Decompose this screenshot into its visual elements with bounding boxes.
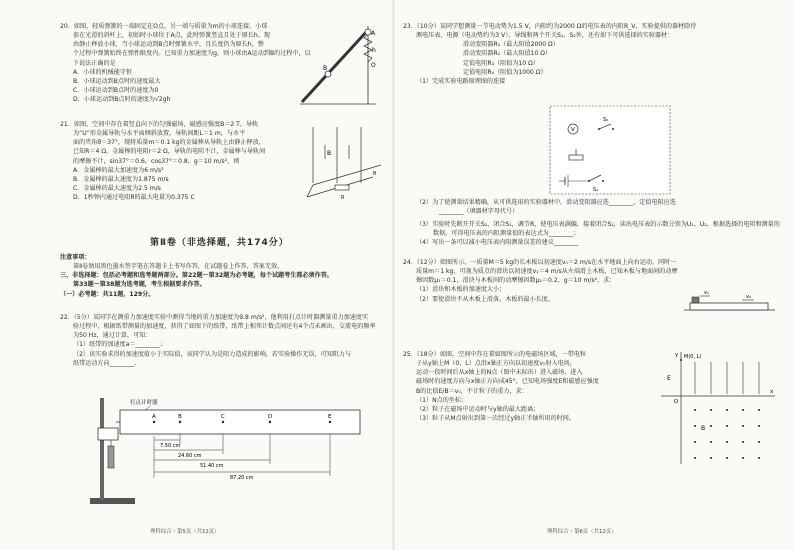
q23-sub3-line: （3）实验时先断开开关S₂，闭合S₁，调节R，使电压表满偏，接着闭合S₂，读出电压表的示数分别为U₁、U₂，根据选择的电阻和测量的	[416, 221, 780, 228]
q23-equipment: 滑动变阻器R₂（最大阻值10 Ω）	[463, 50, 552, 58]
page-footer-right: 理科综合・第6页（共12页）	[547, 529, 617, 535]
q23-circuit-figure	[549, 105, 671, 195]
svg-text:B: B	[327, 150, 332, 157]
tape-point-label: C	[221, 414, 225, 420]
v0-label: v₀	[746, 294, 751, 300]
field-b-label: B	[701, 425, 706, 432]
q24-line: 质量m＝1 kg，可视为质点的滑块以初速度v₁＝4 m/s从左端滑上木板，已知木板与地面间的动摩	[416, 268, 678, 276]
q25-line: 运动一段时间后从x轴上的N点（图中未标出）进入磁场，进入	[416, 369, 583, 377]
q22-line: （1）纸带的加速度a＝________；	[73, 341, 166, 349]
q24-line: （2）要使滑块不从木板上滑落，木板的最小长度。	[416, 295, 554, 303]
q21-figure	[305, 123, 387, 208]
q22-figure	[80, 388, 365, 508]
section-title: 第Ⅱ卷（非选择题，共174分）	[150, 238, 289, 248]
question-24	[403, 258, 678, 304]
tape-point-label: E	[328, 414, 332, 420]
q20-option-b: B．小球运动到B点时的速度最大	[73, 77, 161, 85]
q23-sub2	[403, 198, 676, 216]
q22-line: 为50 Hz，通过计算，可知：	[73, 332, 152, 340]
q23-equipment: 滑动变阻器R₁（最大阻值2000 Ω）	[463, 41, 559, 49]
q20-figure	[298, 22, 378, 107]
axis-y-label: y	[675, 352, 679, 358]
q25-line: （2）粒子在磁场中运动时与y轴的最大距离；	[416, 405, 540, 413]
q25-line: （3）粒子从M点射出到第一次经过y轴正半轴所用的时间。	[416, 414, 575, 422]
q23-sub1: （1）完成实验电路原理图的连接	[416, 77, 506, 85]
svg-text:B: B	[323, 65, 328, 72]
page-5	[0, 0, 390, 550]
dim-ae: 87.20 cm	[230, 475, 254, 481]
svg-text:h: h	[372, 47, 376, 54]
q24-line: （1）滑块和木板的加速度大小；	[416, 286, 506, 294]
notice-title: 注意事项：	[60, 254, 91, 261]
tape-point-label: D	[268, 414, 273, 420]
q20-option-d: D．小球运动到B点时的速度为√2gh	[73, 96, 171, 104]
origin-label: O	[674, 399, 679, 405]
question-21	[60, 120, 265, 202]
page-footer-left: 理科综合・第5页（共12页）	[150, 529, 220, 535]
q21-line: 21．如图，空间中存在着竖直向下的匀强磁场，磁感应强度B＝2 T，导轨	[60, 121, 259, 128]
q21-line: 已知R＝4 Ω，金属棒的电阻r＝2 Ω，导轨的电阻不计，金属棒与导轨间	[73, 148, 266, 156]
question-20	[60, 22, 313, 104]
q25-line: B的比值E/B＝v₀，不计粒子的重力，求：	[416, 387, 528, 395]
q22-line: 22．（5分）某同学在测重力加速度实验中测得当地的重力加速度为9.8 m/s²，他利用打点计时器测量重力加速度实	[60, 314, 369, 321]
switch-s1-label: S₁	[593, 187, 599, 193]
dim-ab: 7.50 cm	[160, 443, 181, 449]
q20-line: 个过程中弹簧始终在弹性限度内。已知重力加速度为g，则小球由A运动到B的过程中，以下说法正确的是	[73, 50, 311, 67]
tape-point-label: A	[152, 414, 156, 420]
page-gutter	[392, 0, 395, 550]
q22-line: （2）该实验求得的加速度值小于实际值，该同学认为是阻力造成的影响，若实验操作无误，可知阻力与	[73, 350, 352, 358]
q20-line: 20．如图，轻质弹簧的一端固定在O点，另一端与质量为m的小球连接。小球	[60, 23, 268, 30]
svg-text:A: A	[371, 30, 376, 37]
part3-line: 三、非选择题：包括必考题和选考题两部分。第22题～第32题为必考题，每个试题考生都必须作答。	[60, 272, 333, 280]
question-25	[403, 350, 599, 423]
question-22	[60, 313, 375, 368]
axis-x-label: x	[770, 389, 774, 395]
timer-label: 打点计时器	[130, 400, 158, 406]
q21-option-a: A．金属棒的最大加速度为6 m/s²	[73, 166, 164, 174]
v1-label: v₁	[704, 290, 709, 296]
q25-line: 磁场时的速度方向与x轴正方向成45°，已知电场强度E和磁感应强度	[416, 378, 599, 386]
q20-option-c: C．小球运动到B点时的速度为0	[73, 86, 159, 94]
q24-figure	[682, 288, 777, 314]
svg-text:θ: θ	[373, 171, 377, 177]
voltmeter-label: V	[571, 127, 575, 133]
q23-equipment: 定值电阻R₄（阻值为1000 Ω）	[463, 68, 547, 76]
page-6	[397, 0, 787, 550]
q24-line: 擦因数μ₁＝0.1，滑块与木板间的动摩擦因数μ₂＝0.2，g＝10 m/s²，求：	[416, 277, 616, 285]
notice-text: 第Ⅱ卷须用黑色墨水签字笔在答题卡上书写作答，在试题卷上作答，答案无效。	[73, 263, 284, 271]
svg-text:R: R	[341, 195, 345, 201]
q20-line: 套在光滑的斜杆上，初始时小球位于A点，此时弹簧竖直且处于原长h。现	[73, 32, 270, 40]
dim-ac: 24.60 cm	[178, 453, 202, 459]
m-point-label: M(0, L)	[684, 354, 702, 360]
dim-ad: 51.40 cm	[200, 463, 224, 469]
part3-line: 第33题～第38题为选考题，考生根据要求作答。	[73, 281, 206, 289]
q21-line: 的摩擦不计，sin37°＝0.6，cos37°＝0.8，g＝10 m/s²，则	[73, 157, 240, 165]
svg-text:O: O	[371, 62, 376, 69]
q23-sub2-line: （2）为了使测量结果精确，从可供选用的实验器材中，滑动变阻器应选________，定值电阻应选	[416, 199, 676, 206]
q25-line: （1）N点的坐标；	[416, 396, 468, 404]
switch-s2-label: S₂	[603, 117, 609, 123]
q23-sub2-line: ________（填器材字母代号）	[439, 208, 519, 216]
q24-line: 24．（12分）如图所示，一质量M＝5 kg的长木板以初速度v₀＝2 m/s在水平地面上向右运动，同时一	[403, 259, 677, 266]
q20-line: 由静止释放小球，当小球运动到B点时弹簧水平，且长度仍为原长h，整	[73, 41, 264, 49]
q23-line: 23．（10分）某同学想测量一节电动势为1.5 V，内阻约为2000 Ω的电压表的内阻R_V，实验提供的器材除待	[403, 23, 697, 30]
q23-equipment: 定值电阻R₃（阻值为10 Ω）	[463, 59, 539, 67]
field-e-label: E	[667, 375, 671, 382]
q20-option-a: A．小球的机械能守恒	[73, 68, 133, 76]
q25-line: 25．（18分）如图，空间中存在着如图所示的电磁场区域，一带电粒	[403, 351, 587, 358]
q21-option-d: D．1秒钟内通过电阻R的最大电量为0.375 C	[73, 194, 195, 202]
q23-line: 测电压表、电源（电动势约为3 V）、导线和两个开关S₁、S₂外，还有如下可供选择的实验器材：	[416, 32, 674, 40]
notice-block	[60, 253, 333, 299]
q23-sub3-line: 数据，可得电压表的内阻测量值的表达式为________；	[433, 230, 580, 238]
q21-line: 为“U”形金属导轨与水平面倾斜放置，导轨间距L＝1 m，与水平	[73, 130, 246, 138]
q21-line: 面的夹角θ＝37°，现将质量m＝0.1 kg的金属棒从导轨上由静止释放，	[73, 139, 265, 147]
part3-sub: （一）必考题：共11题，129分。	[60, 290, 155, 298]
q22-line: 验过程中，根据纸带测量的加速度，获得了如图下的纸带，纸带上相邻计数点间还有4个点未画出，交流电的频率	[73, 323, 376, 331]
q21-option-c: C．金属棒的最大速度为2.5 m/s	[73, 184, 161, 192]
q21-option-b: B．金属棒的最大速度为1.875 m/s	[73, 175, 169, 183]
q23-sub3-line: （4）写出一条可以减小电压表内阻测量误差的建议________	[416, 239, 579, 247]
q25-figure	[659, 348, 779, 468]
q22-line: 纸带运动方向________。	[73, 359, 141, 367]
q25-line: 子从y轴上M（0，L）点沿x轴正方向以初速度v₀射入电场，	[416, 360, 576, 368]
q23-sub3	[403, 220, 780, 247]
question-23	[403, 22, 696, 86]
tape-point-label: B	[178, 414, 182, 420]
